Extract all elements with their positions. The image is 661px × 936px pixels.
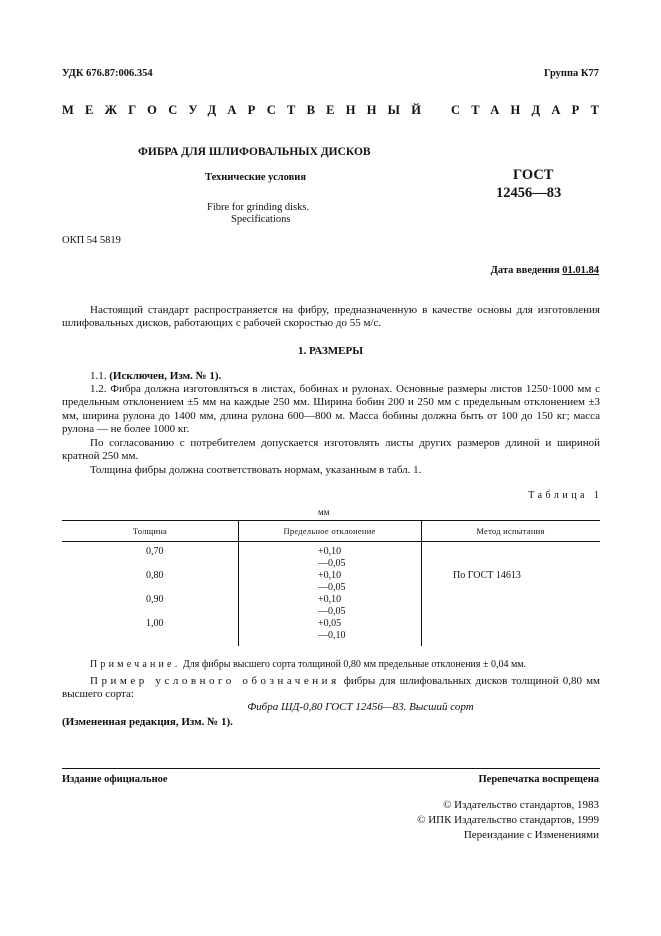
gost-label: ГОСТ bbox=[513, 167, 554, 183]
english-title-line1: Fibre for grinding disks. bbox=[207, 202, 310, 213]
clause-1-2-thickness: Толщина фибры должна соответствовать нормам, указанным в табл. 1. bbox=[90, 464, 422, 476]
table-header-thickness: Толщина bbox=[132, 526, 168, 536]
note-label: Примечание. bbox=[90, 659, 181, 670]
document-title: ФИБРА ДЛЯ ШЛИФОВАЛЬНЫХ ДИСКОВ bbox=[138, 146, 371, 158]
intro-paragraph: Настоящий стандарт распространяется на фибру, предназначенную в качестве основы для изготовления шлифовальных дисков, работающих с рабочей скоростью до 55 м/с. bbox=[62, 304, 600, 330]
table-cell-minus: —0,05 bbox=[318, 558, 346, 569]
document-subtitle: Технические условия bbox=[205, 172, 307, 183]
udk-code: УДК 676.87:006.354 bbox=[62, 68, 153, 79]
table-header-rule bbox=[62, 541, 600, 542]
official-edition: Издание официальное bbox=[62, 774, 168, 785]
clause-1-2-agreement: По согласованию с потребителем допускается изготовлять листы других размеров длиной и шириной кратной 250 мм. bbox=[62, 437, 600, 463]
example-text: фибры для шлифовальных дисков толщиной 0,80 мм высшего сорта: bbox=[62, 675, 600, 701]
intro-date-value: 01.01.84 bbox=[562, 265, 599, 276]
table-header-deviation: Предельное отклонение bbox=[283, 526, 376, 536]
table-cell-plus: +0,10 bbox=[318, 570, 342, 581]
okp-code: ОКП 54 5819 bbox=[62, 235, 121, 246]
table-note bbox=[90, 659, 526, 670]
table-cell-plus: +0,10 bbox=[318, 546, 342, 557]
table-cell-plus: +0,10 bbox=[318, 594, 342, 605]
designation-example bbox=[62, 675, 600, 702]
table-cell-thickness: 0,90 bbox=[146, 594, 164, 605]
change-note: (Измененная редакция, Изм. № 1). bbox=[62, 716, 233, 728]
section-heading: 1. РАЗМЕРЫ bbox=[297, 345, 364, 357]
intro-date bbox=[491, 265, 599, 276]
banner-standard: СТАНДАРТ bbox=[451, 103, 611, 117]
banner-interstate: МЕЖГОСУДАРСТВЕННЫЙ bbox=[62, 103, 433, 117]
table-top-rule bbox=[62, 520, 600, 521]
group-code: Группа К77 bbox=[543, 68, 599, 79]
table-cell-minus: —0,10 bbox=[318, 630, 346, 641]
table-cell-method: По ГОСТ 14613 bbox=[453, 570, 521, 581]
english-title-line2: Specifications bbox=[231, 214, 291, 225]
table-cell-minus: —0,05 bbox=[318, 606, 346, 617]
clause-1-2: 1.2. Фибра должна изготовляться в листах, бобинах и рулонах. Основные размеры листов 1250·1000 мм с предельным отклонением ±5 мм на каждые 250 мм. Ширина бобин 200 и 250 мм с предельным отклонением ±3 мм, ширина рулона до 1400 мм, длина рулона 600—800 м. Масса бобины должна быть от 100 до 150 кг; масса рулона — не более 1000 кг. bbox=[62, 383, 600, 436]
table-cell-minus: —0,05 bbox=[318, 582, 346, 593]
clause-1-1 bbox=[90, 370, 221, 382]
table-caption: Таблица 1 bbox=[528, 490, 603, 501]
copyright-1999: © ИПК Издательство стандартов, 1999 bbox=[417, 814, 599, 826]
footer-rule bbox=[62, 768, 600, 769]
reprint-prohibited: Перепечатка воспрещена bbox=[478, 774, 599, 785]
copyright-1983: © Издательство стандартов, 1983 bbox=[443, 799, 599, 811]
table-cell-thickness: 0,80 bbox=[146, 570, 164, 581]
intro-date-label: Дата введения bbox=[490, 265, 560, 276]
table-col-divider-2 bbox=[421, 520, 422, 646]
table-unit: мм bbox=[318, 507, 330, 517]
table-cell-plus: +0,05 bbox=[318, 618, 342, 629]
reissue-note: Переиздание с Изменениями bbox=[463, 829, 599, 841]
table-cell-thickness: 1,00 bbox=[146, 618, 164, 629]
gost-number: 12456—83 bbox=[496, 185, 562, 201]
table-cell-thickness: 0,70 bbox=[146, 546, 164, 557]
designation-sample: Фибра ШД-0,80 ГОСТ 12456—83. Высший сорт bbox=[247, 701, 474, 713]
example-label: Пример условного обозначения bbox=[90, 675, 340, 687]
note-text: Для фибры высшего сорта толщиной 0,80 мм предельные отклонения ± 0,04 мм. bbox=[182, 659, 527, 670]
clause-1-1-number: 1.1. bbox=[90, 370, 107, 382]
clause-1-1-text: (Исключен, Изм. № 1). bbox=[109, 370, 222, 382]
table-col-divider-1 bbox=[238, 520, 239, 646]
table-header-method: Метод испытания bbox=[476, 526, 545, 536]
